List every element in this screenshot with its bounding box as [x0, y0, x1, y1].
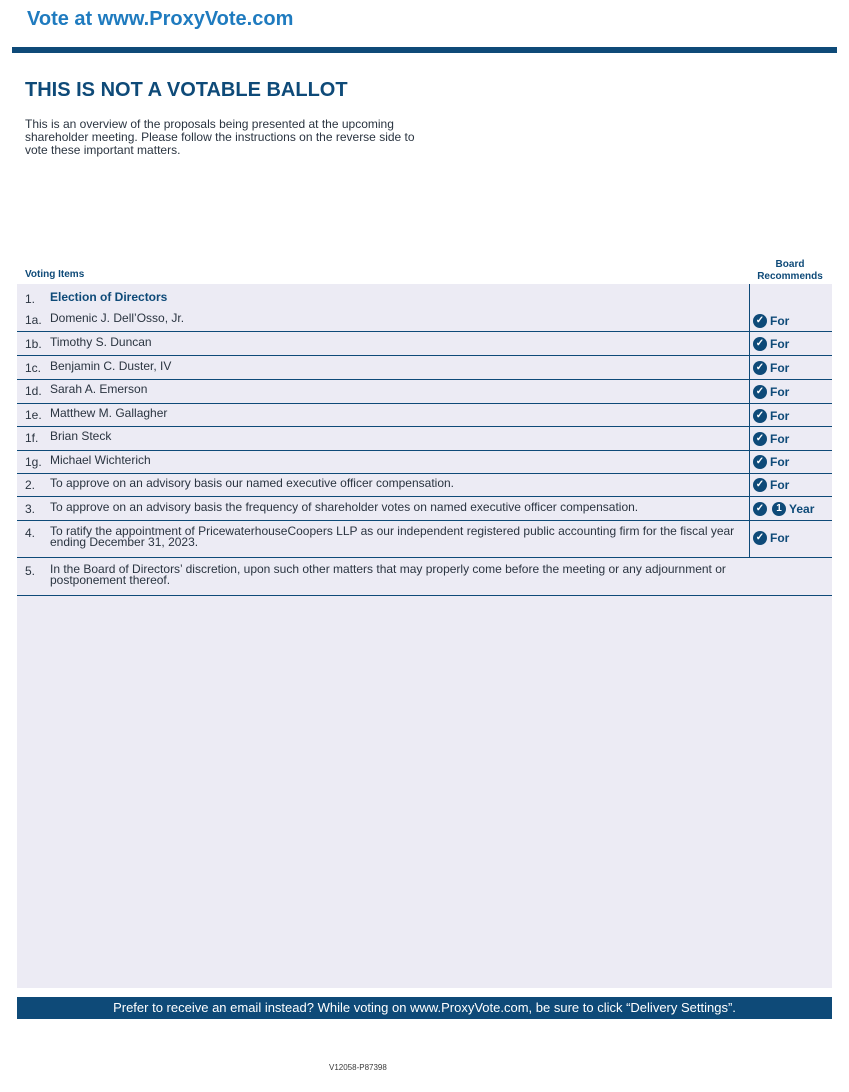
table-row — [17, 497, 832, 521]
board-recommends-header — [747, 259, 833, 283]
recommendation — [753, 409, 789, 423]
item-text: To ratify the appointment of PricewaterhouseCoopers LLP as our independent registered public accounting firm for the fiscal year ending December 31, 2023. — [50, 524, 735, 549]
item-number: 1f. — [25, 431, 39, 445]
header-url[interactable]: Vote at www.ProxyVote.com — [27, 8, 294, 30]
voting-items-header: Voting Items — [25, 269, 85, 280]
table-row — [17, 332, 832, 356]
recommendation — [753, 455, 789, 469]
table-row — [17, 284, 832, 310]
table-row — [17, 356, 832, 380]
check-icon: ✓ — [753, 455, 767, 469]
item-text: Timothy S. Duncan — [50, 335, 152, 349]
recommendation — [753, 361, 789, 375]
item-text: Benjamin C. Duster, IV — [50, 359, 172, 373]
table-row — [17, 558, 832, 596]
check-icon: ✓ — [753, 478, 767, 492]
item-number: 1a. — [25, 313, 42, 327]
check-icon: ✓ — [753, 502, 767, 516]
recommendation — [753, 502, 814, 516]
item-number: 2. — [25, 478, 36, 492]
recommendation-label: For — [770, 314, 790, 328]
recommendation-label: For — [770, 337, 790, 351]
board-recommends-line1: Board — [775, 259, 805, 270]
delivery-settings-banner: Prefer to receive an email instead? While voting on www.ProxyVote.com, be sure to click “Delivery Settings”. — [17, 997, 832, 1019]
recommendation — [753, 385, 789, 399]
item-number: 1e. — [25, 408, 42, 422]
recommendation-label: For — [770, 478, 790, 492]
recommendation — [753, 432, 789, 446]
check-icon: ✓ — [753, 432, 767, 446]
table-row — [17, 404, 832, 427]
check-icon: ✓ — [753, 361, 767, 375]
recommendation-label: For — [770, 432, 790, 446]
recommendation — [753, 337, 789, 351]
page-title: THIS IS NOT A VOTABLE BALLOT — [25, 79, 348, 101]
recommendation — [753, 478, 789, 492]
item-text: Michael Wichterich — [50, 453, 151, 467]
check-icon: ✓ — [753, 314, 767, 328]
item-number: 3. — [25, 502, 36, 516]
intro-text: This is an overview of the proposals being presented at the upcoming shareholder meeting. Please follow the instructions on the reverse side to vote these important matters. — [25, 117, 415, 157]
item-number: 4. — [25, 526, 36, 540]
table-row — [17, 451, 832, 474]
table-row — [17, 380, 832, 404]
item-number: 5. — [25, 564, 36, 578]
table-row — [17, 521, 832, 558]
recommendation — [753, 531, 789, 545]
item-number: 1g. — [25, 455, 42, 469]
check-icon: ✓ — [753, 409, 767, 423]
check-icon: ✓ — [753, 531, 767, 545]
recommendation-label: For — [770, 385, 790, 399]
table-row — [17, 427, 832, 451]
item-number: 1. — [25, 292, 36, 306]
board-recommends-line2: Recommends — [757, 271, 823, 282]
item-text: Domenic J. Dell’Osso, Jr. — [50, 311, 185, 325]
item-text: To approve on an advisory basis our named executive officer compensation. — [50, 476, 455, 490]
recommendation-label: For — [770, 455, 790, 469]
item-number: 1d. — [25, 384, 42, 398]
recommendation — [753, 314, 789, 328]
item-text: Sarah A. Emerson — [50, 382, 148, 396]
recommendation-label: For — [770, 361, 790, 375]
item-text: Matthew M. Gallagher — [50, 406, 168, 420]
recommendation-label: Year — [789, 502, 815, 516]
header-rule — [12, 47, 837, 53]
item-number: 1b. — [25, 337, 42, 351]
item-text: In the Board of Directors’ discretion, upon such other matters that may properly come before the meeting or any adjournment or postponement thereof. — [50, 562, 726, 587]
recommendation-label: For — [770, 531, 790, 545]
check-icon: ✓ — [753, 337, 767, 351]
table-row — [17, 474, 832, 497]
one-badge-icon: 1 — [772, 502, 786, 516]
document-code: V12058-P87398 — [329, 1063, 387, 1072]
table-row — [17, 310, 832, 332]
check-icon: ✓ — [753, 385, 767, 399]
item-text: To approve on an advisory basis the frequency of shareholder votes on named executive officer compensation. — [50, 500, 639, 514]
item-number: 1c. — [25, 361, 42, 375]
item-text: Brian Steck — [50, 429, 112, 443]
recommendation-label: For — [770, 409, 790, 423]
item-text: Election of Directors — [50, 290, 168, 304]
